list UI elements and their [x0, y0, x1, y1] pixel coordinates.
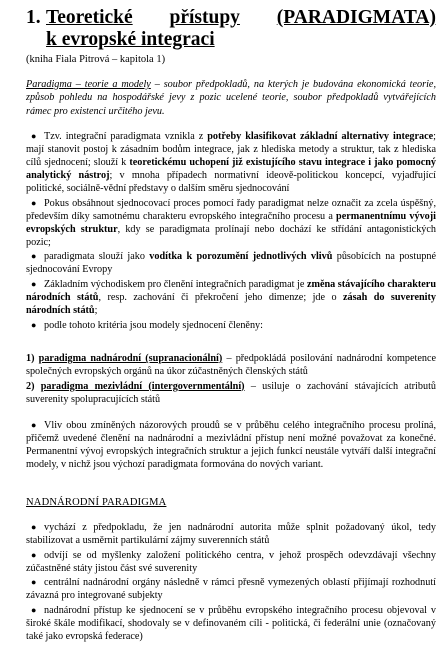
numbered-list: [26, 352, 436, 407]
bullet-text-segment: Vliv obou zmíněných názorových proudů se v průběhu celého integračního procesu prolíná, přičemž uvedené členění na nadnárodní a mezivládní přístup není možné považovat za konečné. Permanentní vývoj evropských integračních struktur a jejich funkcí neustále vytváří další integrační modely, v nichž jsou výchozí paradigmata formována do nových variant.: [26, 420, 436, 471]
definition-text: – soubor předpokladů, na kterých je budována ekonomická teorie, způsob pohledu na hospodářské jevy z pozic ucelené teorie, soubor předpokladů vytvářejících rámec pro existenci určitého jevu.: [26, 79, 436, 117]
bullet-text-segment: ; v mnoha případech normativní ideově-politickou koncepcí, vyjadřující politické, sociálně-vědní představy o dalším směru sjednocování: [26, 170, 436, 195]
bullet-item-supranational: ● centrální nadnárodní orgány následně v rámci přesně vymezených oblastí přijímají rozhodnutí závazná pro integrované subjekty: [26, 577, 436, 602]
bullet-text-segment: Tzv. integrační paradigmata vznikla z: [44, 131, 208, 142]
bullet-item-summary: ● Vliv obou zmíněných názorových proudů se v průběhu celého integračního procesu prolíná, přičemž uvedené členění na nadnárodní a mezivládní přístup není možné považovat za konečné. Permanentní vývoj evropských integračních struktur a jejich funkcí neustále vytváří další integrační modely, v nichž jsou výchozí paradigmata formována do nových variant.: [26, 420, 436, 471]
title-word-2: přístupy: [169, 7, 240, 28]
title-word-3: (PARADIGMATA): [276, 7, 436, 28]
bullet-text-segment: působících na postupné sjednocování Evropy: [26, 251, 436, 276]
title-row-1: [26, 7, 436, 29]
bullet-text-segment: změna stávajícího charakteru národních států: [26, 279, 436, 304]
bullet-text-segment: , resp. zachování či překročení jeho dimenze; jde o: [98, 292, 343, 304]
numbered-item-2-number: 2): [26, 380, 35, 392]
numbered-item-1-number: 1): [26, 353, 35, 364]
numbered-item-2-head: paradigma mezivládní (intergovernmentální): [40, 380, 245, 392]
title-word-1: Teoretické: [46, 7, 133, 28]
bullet-text-segment: ;: [94, 305, 98, 317]
bullet-list-supranational: [26, 521, 436, 644]
bullet-list-summary: [26, 419, 436, 473]
section-heading: NADNÁRODNÍ PARADIGMA: [26, 497, 167, 508]
bullet-text-segment: zásah do suverenity národních států: [26, 292, 436, 317]
source-note: (kniha Fiala Pitrová – kapitola 1): [26, 54, 166, 65]
bullet-item-intro: ● Tzv. integrační paradigmata vznikla z potřeby klasifikovat základní alternativy integrace; mají stanovit postoj k zásadním bodům integrace, jak z hlediska metody a struktur, tak z hlediska cílů sjednocení; slouží k teoretickému uchopení již existujícího stavu integrace i jako pomocný analytický nástroj; v mnoha případech normativní ideově-politickou koncepcí, vyjadřující politické, sociálně-vědní představy o dalším směru sjednocování: [26, 131, 437, 195]
bullet-text-segment: vychází z předpokladu, že jen nadnárodní autorita může splnit požadovaný úkol, tedy stabilizovat a usměrnit partikulární zájmy suverenních států: [26, 522, 436, 547]
numbered-item-2-text: – usiluje o zachování stávajících atributů suverenity spolupracujících států: [26, 380, 436, 405]
page-title: [26, 7, 436, 51]
bullet-text-segment: Pokus obsáhnout sjednocovací proces pomocí řady paradigmat nelze označit za zcela úspěšný, především díky samotnému charakteru evropského integračního procesu a: [26, 197, 436, 222]
bullet-item-intro: ● Základním východiskem pro členění integračních paradigmat je změna stávajícího charakteru národních států, resp. zachování či překročení jeho dimenze; jde o zásah do suverenity národních států;: [26, 279, 436, 317]
title-line-2: k evropské integraci: [46, 29, 215, 50]
numbered-item-1-head: paradigma nadnárodní (supranacionální): [38, 353, 223, 364]
bullet-item-intro: ● Pokus obsáhnout sjednocovací proces pomocí řady paradigmat nelze označit za zcela úspěšný, především díky samotnému charakteru evropského integračního procesu a permanentnímu vývoji evropských struktur, kdy se paradigmata prolínají nebo dochází ke střídání antagonistických pozic;: [26, 197, 436, 248]
bullet-item-intro: ● podle tohoto kritéria jsou modely sjednocení členěny:: [31, 319, 263, 331]
bullet-item-supranational: ● nadnárodní přístup ke sjednocení se v průběhu evropského integračního procesu objevoval v široké škále modifikací, shodovaly se v definovaném cíli - politická, či federální unie (označovaný také jako evropská federace): [26, 604, 436, 642]
bullet-text-segment: Základním východiskem pro členění integračních paradigmat je: [44, 279, 307, 291]
definition-term: Paradigma – teorie a modely: [26, 79, 151, 90]
definition-paragraph: [26, 78, 436, 118]
bullet-text-segment: nadnárodní přístup ke sjednocení se v průběhu evropského integračního procesu objevoval v široké škále modifikací, shodovaly se v definovaném cíli - politická, či federální unie (označovaný také jako evropská federace): [26, 604, 436, 642]
numbered-item-1: [26, 352, 436, 378]
bullet-text-segment: potřeby klasifikovat základní alternativy integrace: [207, 131, 434, 142]
bullet-text-segment: ; mají stanovit postoj k zásadním bodům integrace, jak z hlediska metody a struktur, tak z hlediska cílů sjednocení; slouží k: [26, 131, 437, 169]
bullet-list-intro: [26, 130, 436, 333]
bullet-item-intro: ● paradigmata slouží jako vodítka k porozumění jednotlivých vlivů působících na postupné sjednocování Evropy: [26, 251, 436, 276]
numbered-item-2: [26, 380, 436, 406]
title-words: [46, 7, 436, 29]
numbered-item-1-text: – předpokládá posilování nadnárodní kompetence společných evropských orgánů na úkor zúčastněných členských států: [26, 353, 436, 377]
bullet-text-segment: centrální nadnárodní orgány následně v rámci přesně vymezených oblastí přijímají rozhodnutí závazná pro integrované subjekty: [26, 577, 436, 602]
bullet-text-segment: vodítka k porozumění jednotlivých vlivů: [149, 251, 333, 263]
bullet-text-segment: , kdy se paradigmata prolínají nebo dochází ke střídání antagonistických pozic;: [26, 223, 436, 248]
title-number: 1.: [26, 7, 41, 28]
bullet-text-segment: teoretickému uchopení již existujícího stavu integrace i jako pomocný analytický nástroj: [26, 157, 437, 182]
bullet-text-segment: paradigmata slouží jako: [44, 251, 150, 263]
bullet-text-segment: podle tohoto kritéria jsou modely sjednocení členěny:: [44, 319, 263, 331]
bullet-text-segment: odvíjí se od myšlenky založení politického centra, v jehož prospěch odevzdávají všechny zúčastněné státy jistou část své suverenity: [26, 549, 436, 574]
bullet-item-supranational: ● odvíjí se od myšlenky založení politického centra, v jehož prospěch odevzdávají všechny zúčastněné státy jistou část své suverenity: [26, 549, 436, 574]
bullet-text-segment: permanentnímu vývoji evropských struktur: [26, 210, 436, 235]
bullet-item-supranational: ● vychází z předpokladu, že jen nadnárodní autorita může splnit požadovaný úkol, tedy stabilizovat a usměrnit partikulární zájmy suverenních států: [26, 522, 436, 547]
